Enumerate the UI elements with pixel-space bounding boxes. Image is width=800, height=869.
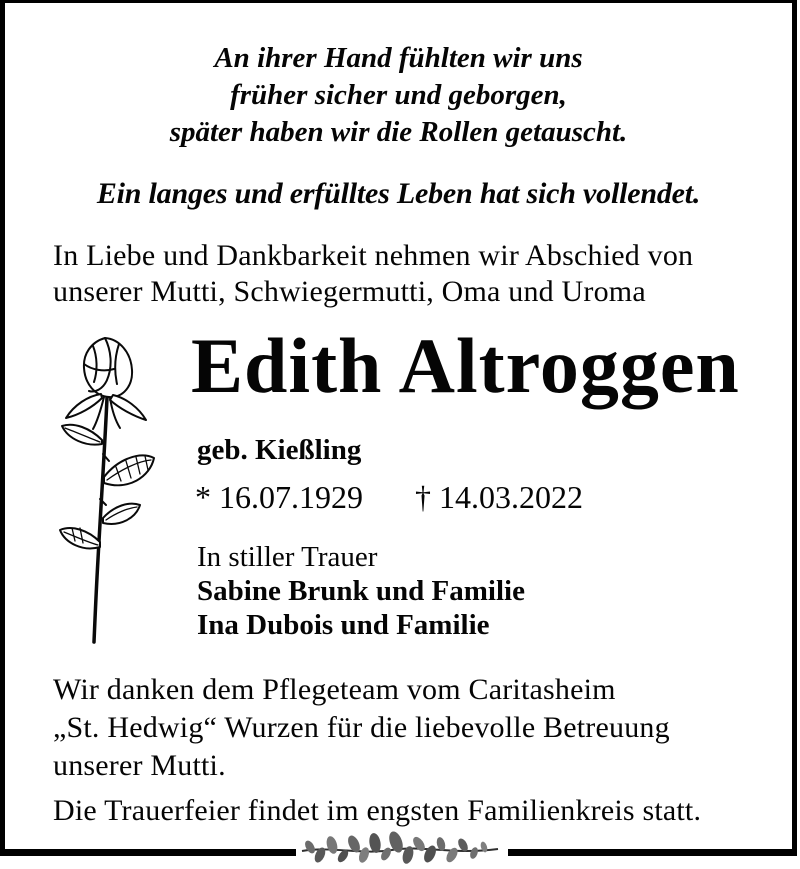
life-dates <box>195 479 583 516</box>
mourning-heading: In stiller Trauer <box>197 541 378 573</box>
verse-line: An ihrer Hand fühlten wir uns <box>214 42 583 74</box>
funeral-note: Die Trauerfeier findet im engsten Familienkreis statt. <box>53 794 702 827</box>
mourners-list <box>197 574 525 642</box>
intro-line: unserer Mutti, Schwiegermutti, Oma und Uroma <box>53 275 646 308</box>
verse-line: früher sicher und geborgen, <box>230 79 567 111</box>
verse-line: später haben wir die Rollen getauscht. <box>169 116 628 148</box>
intro-line: In Liebe und Dankbarkeit nehmen wir Abschied von <box>53 239 694 272</box>
birth-date: * 16.07.1929 <box>195 479 363 515</box>
epigraph: Ein langes und erfülltes Leben hat sich vollendet. <box>96 177 701 210</box>
thanks-line: „St. Hedwig“ Wurzen für die liebevolle Betreuung <box>53 711 670 744</box>
mourner-name: Sabine Brunk und Familie <box>197 575 525 607</box>
opening-verse <box>0 40 797 151</box>
mourner-name: Ina Dubois und Familie <box>197 609 490 641</box>
deceased-name: Edith Altroggen <box>191 322 740 409</box>
leaf-garland-icon <box>298 829 502 869</box>
rose-icon <box>46 334 160 650</box>
maiden-name: geb. Kießling <box>197 434 362 466</box>
intro-paragraph <box>53 238 693 310</box>
thanks-line: unserer Mutti. <box>53 749 226 782</box>
thanks-line: Wir danken dem Pflegeteam vom Caritasheim <box>53 673 616 706</box>
thanks-paragraph <box>53 671 670 785</box>
death-date: † 14.03.2022 <box>415 479 583 515</box>
